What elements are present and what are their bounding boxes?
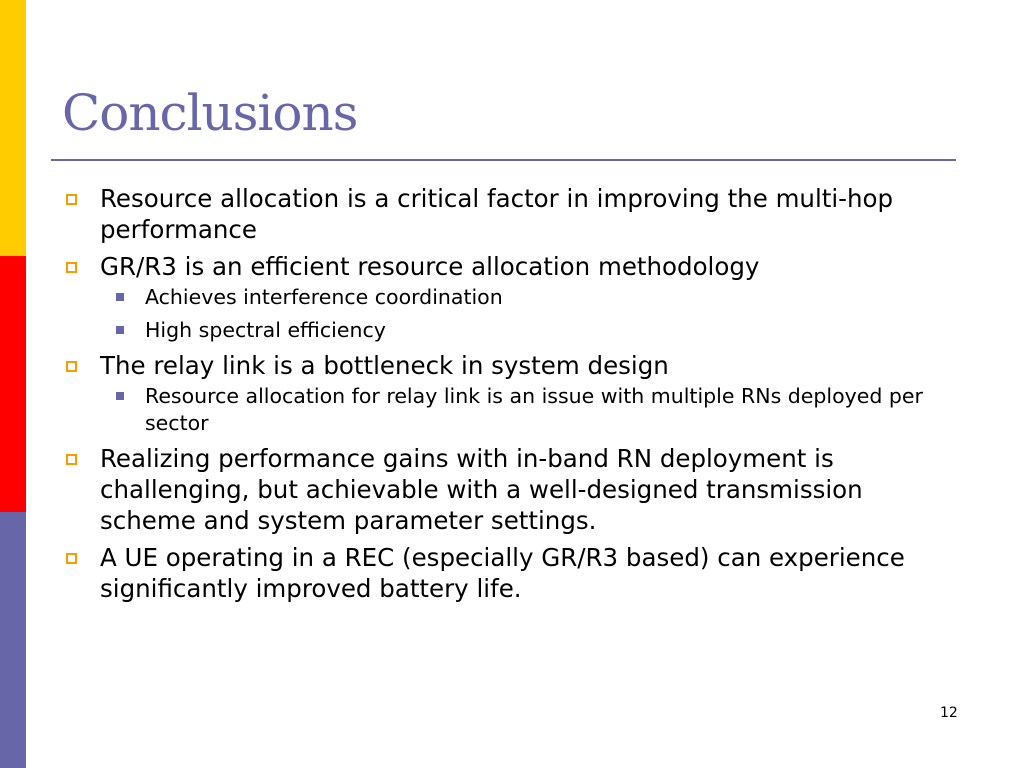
sub-bullet-item xyxy=(62,317,962,344)
hollow-square-bullet-icon xyxy=(66,262,77,273)
sub-bullet-item xyxy=(62,383,962,437)
sub-bullet-item xyxy=(62,284,962,311)
side-band-yellow xyxy=(0,0,26,256)
bullet-item xyxy=(62,443,962,536)
bullet-text: GR/R3 is an efficient resource allocation methodology xyxy=(100,252,760,281)
sub-bullet-text: Resource allocation for relay link is an issue with multiple RNs deployed per sector xyxy=(145,384,923,435)
bullet-item xyxy=(62,183,962,245)
filled-square-bullet-icon xyxy=(116,326,124,334)
hollow-square-bullet-icon xyxy=(66,361,77,372)
filled-square-bullet-icon xyxy=(116,392,124,400)
filled-square-bullet-icon xyxy=(116,293,124,301)
bullet-text: The relay link is a bottleneck in system design xyxy=(100,351,669,380)
page-number: 12 xyxy=(940,705,958,721)
bullet-text: Resource allocation is a critical factor in improving the multi-hop performance xyxy=(100,184,894,244)
hollow-square-bullet-icon xyxy=(66,553,77,564)
bullet-text: Realizing performance gains with in-band RN deployment is challenging, but achievable with a well-designed transmission scheme and system parameter settings. xyxy=(100,444,863,535)
hollow-square-bullet-icon xyxy=(66,194,77,205)
sub-bullet-text: High spectral efficiency xyxy=(145,318,386,342)
slide-title: Conclusions xyxy=(62,84,358,142)
title-underline xyxy=(51,159,956,161)
bullet-item xyxy=(62,542,962,604)
bullet-text: A UE operating in a REC (especially GR/R3 based) can experience significantly improved battery life. xyxy=(100,543,905,603)
bullet-list xyxy=(62,183,962,610)
sub-bullet-text: Achieves interference coordination xyxy=(145,285,503,309)
bullet-item xyxy=(62,251,962,282)
bullet-item xyxy=(62,350,962,381)
side-band-purple xyxy=(0,512,26,768)
hollow-square-bullet-icon xyxy=(66,454,77,465)
side-band-red xyxy=(0,256,26,512)
